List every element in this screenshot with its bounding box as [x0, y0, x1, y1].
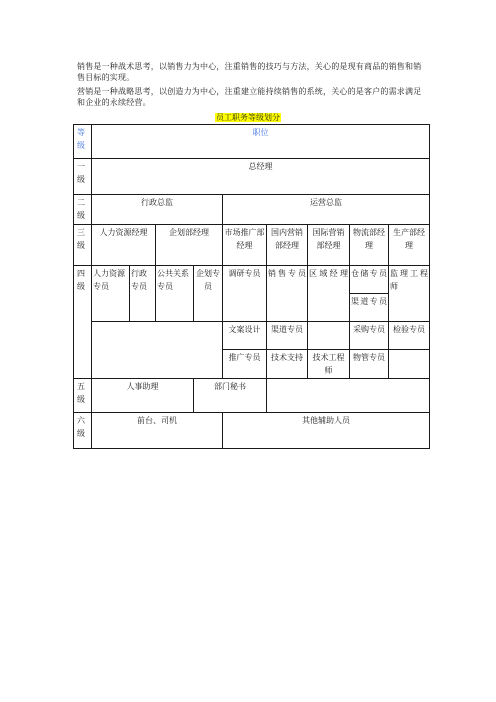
job-level-table: [73, 124, 430, 449]
level-5-row: [74, 379, 430, 413]
header-level-cell: 等级: [74, 125, 92, 159]
channel-specialist-2-cell: 渠道专员: [267, 322, 308, 350]
level-1-label: 一级: [74, 159, 92, 195]
level-4-row-c: [74, 322, 430, 350]
empty-cell-c: [389, 350, 430, 379]
admin-director-cell: 行政总监: [92, 195, 223, 225]
research-specialist-cell: 调研专员: [223, 266, 267, 322]
level-2-row: [74, 195, 430, 225]
empty-cell-d: [267, 379, 430, 413]
level-3-row: [74, 225, 430, 266]
promotion-specialist-cell: 推广专员: [223, 350, 267, 379]
marketing-manager-cell: 市场推广部经理: [223, 225, 267, 266]
tech-support-cell: 技术支持: [267, 350, 308, 379]
header-position-cell: 职位: [92, 125, 430, 159]
level-2-label: 二级: [74, 195, 92, 225]
front-desk-driver-cell: 前台、司机: [92, 413, 223, 449]
dept-secretary-cell: 部门秘书: [194, 379, 267, 413]
level-6-label: 六级: [74, 413, 92, 449]
purchasing-specialist-cell: 采购专员: [350, 322, 389, 350]
hr-specialist-cell: 人力资源专员: [92, 266, 130, 322]
empty-cell-a: [92, 322, 223, 379]
hr-assistant-cell: 人事助理: [92, 379, 194, 413]
planning-manager-cell: 企划部经理: [156, 225, 223, 266]
technical-engineer-cell: 技术工程师: [308, 350, 350, 379]
logistics-manager-cell: 物流部经理: [350, 225, 389, 266]
table-header-row: [74, 125, 430, 159]
production-manager-cell: 生产部经理: [389, 225, 430, 266]
intl-sales-manager-cell: 国际营销部经理: [308, 225, 350, 266]
hr-manager-cell: 人力资源经理: [92, 225, 156, 266]
empty-cell-b: [308, 322, 350, 350]
copywriting-cell: 文案设计: [223, 322, 267, 350]
level-4-label: 四级: [74, 266, 92, 379]
sales-specialist-cell: 销售专员: [267, 266, 308, 322]
level-4-row-a: [74, 266, 430, 294]
level-1-row: [74, 159, 430, 195]
storage-specialist-cell: 仓储专员: [350, 266, 389, 294]
admin-specialist-cell: 行政专员: [130, 266, 156, 322]
table-title-text: 员工职务等级划分: [216, 113, 280, 122]
supervising-engineer-cell: 监理工程师: [389, 266, 430, 322]
planning-specialist-cell: 企划专员: [194, 266, 223, 322]
paragraph-sales: 销售是一种战术思考，以销售力为中心，注重销售的技巧与方法，关心的是现有商品的销售和销售目标的实现。: [77, 62, 422, 82]
domestic-sales-manager-cell: 国内营销部经理: [267, 225, 308, 266]
regional-manager-cell: 区域经理: [308, 266, 350, 322]
general-manager-cell: 总经理: [92, 159, 430, 195]
paragraph-marketing: 营销是一种战略思考，以创造力为中心，注重建立能持续销售的系统，关心的是客户的需求满足和企业的永续经营。: [77, 87, 422, 107]
ops-director-cell: 运营总监: [223, 195, 430, 225]
inspection-specialist-cell: 检验专员: [389, 322, 430, 350]
supplies-specialist-cell: 物管专员: [350, 350, 389, 379]
other-support-cell: 其他辅助人员: [223, 413, 430, 449]
level-5-label: 五级: [74, 379, 92, 413]
level-6-row: [74, 413, 430, 449]
pr-specialist-cell: 公共关系专员: [156, 266, 194, 322]
table-title: [0, 113, 496, 123]
channel-specialist-cell: 渠道专员: [350, 294, 389, 322]
level-3-label: 三级: [74, 225, 92, 266]
